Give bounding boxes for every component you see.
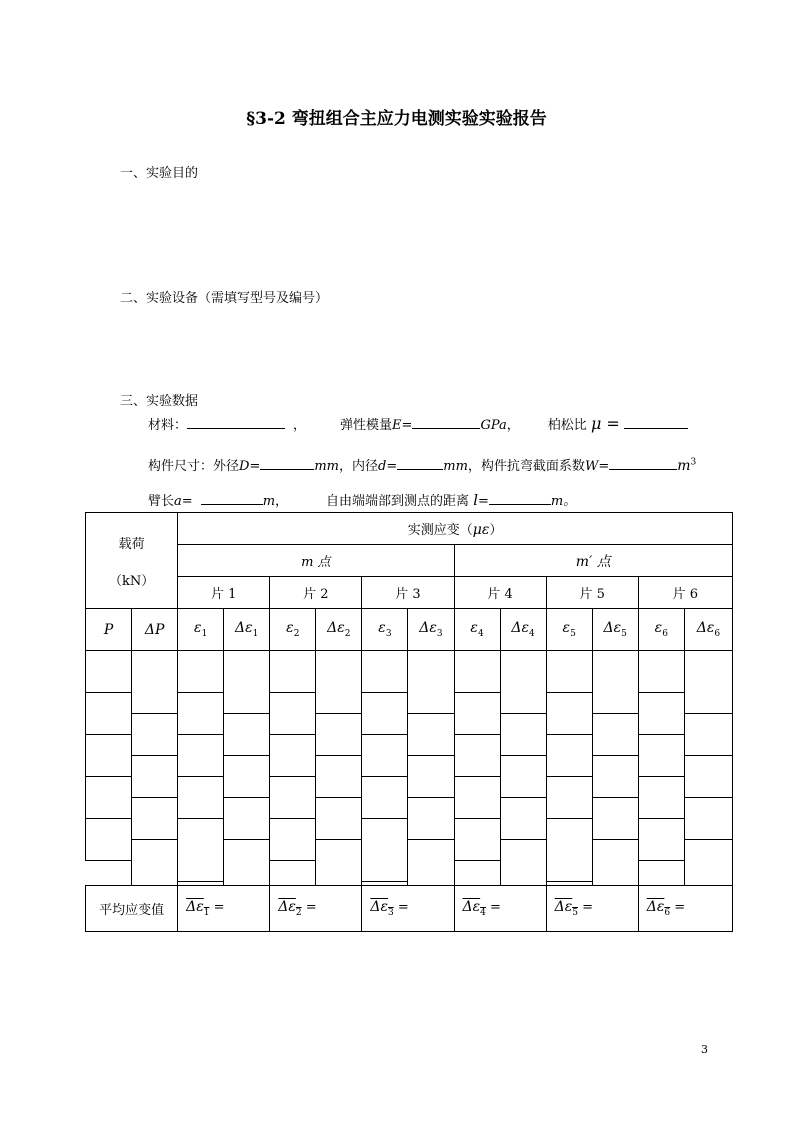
- data-cell[interactable]: [546, 693, 592, 735]
- data-cell[interactable]: [684, 840, 732, 886]
- inner-label: ，内径: [339, 459, 379, 474]
- equals: =: [478, 494, 489, 509]
- data-cell[interactable]: [408, 798, 454, 840]
- deps-3-header: $\Delta\varepsilon_3$: [408, 609, 454, 651]
- point-m-header: m 点: [178, 545, 454, 577]
- D-symbol: D: [239, 459, 250, 474]
- data-cell[interactable]: [684, 798, 732, 840]
- data-cell[interactable]: [684, 756, 732, 798]
- section-data: 三、实验数据: [120, 394, 199, 409]
- data-cell[interactable]: [500, 651, 546, 714]
- strain-data-table: [85, 512, 733, 932]
- E-symbol: E: [392, 418, 402, 433]
- equals: =: [181, 494, 193, 509]
- eps-6-header: $\varepsilon_6$: [638, 609, 684, 651]
- data-cell[interactable]: [86, 819, 132, 861]
- gauge-3-header: 片 3: [362, 577, 454, 609]
- section-modulus-field[interactable]: [609, 455, 677, 470]
- load-unit: （kN）: [108, 573, 155, 589]
- data-cell[interactable]: [362, 693, 408, 735]
- params-line-arm: [148, 490, 576, 509]
- load-label: 载荷: [118, 536, 145, 552]
- data-cell[interactable]: [178, 693, 224, 735]
- modulus-field[interactable]: [412, 414, 480, 429]
- average-strain-6[interactable]: $\Delta\varepsilon_6$ =: [638, 886, 732, 932]
- strain-header-cell: [178, 513, 733, 545]
- m3-exponent: 3: [690, 457, 697, 468]
- data-cell[interactable]: [592, 798, 638, 840]
- comma: ，: [506, 418, 520, 433]
- data-cell[interactable]: [592, 651, 638, 714]
- data-cell[interactable]: [132, 798, 178, 840]
- arm-length-field[interactable]: [201, 490, 263, 505]
- data-cell[interactable]: [454, 819, 500, 861]
- m-end-unit: m。: [550, 494, 577, 509]
- average-strain-3[interactable]: $\Delta\varepsilon_3$ =: [362, 886, 454, 932]
- data-cell[interactable]: [408, 840, 454, 886]
- data-cell[interactable]: [270, 693, 316, 735]
- average-strain-2[interactable]: $\Delta\varepsilon_2$ =: [270, 886, 362, 932]
- data-cell[interactable]: [408, 756, 454, 798]
- d-symbol: d: [378, 459, 387, 474]
- data-cell[interactable]: [592, 714, 638, 756]
- data-cell[interactable]: [546, 651, 592, 693]
- outer-diameter-field[interactable]: [260, 455, 314, 470]
- data-cell[interactable]: [546, 735, 592, 777]
- data-cell[interactable]: [178, 735, 224, 777]
- l-symbol: l: [473, 491, 478, 509]
- data-cell[interactable]: [362, 777, 408, 819]
- eps-4-header: $\varepsilon_4$: [454, 609, 500, 651]
- data-cell[interactable]: [316, 840, 362, 886]
- distance-label: 自由端端部到测点的距离: [326, 494, 470, 509]
- strain-close: ）: [489, 523, 503, 538]
- data-cell[interactable]: [454, 777, 500, 819]
- gauge-2-header: 片 2: [270, 577, 362, 609]
- params-line-dimensions: [148, 455, 696, 474]
- data-cell[interactable]: [224, 714, 270, 756]
- dP-header: ΔP: [132, 609, 178, 651]
- equals: =: [386, 459, 398, 474]
- data-cell[interactable]: [362, 819, 408, 882]
- a-symbol: a: [174, 494, 182, 509]
- P-header: P: [86, 609, 132, 651]
- data-cell[interactable]: [500, 714, 546, 756]
- data-cell[interactable]: [500, 798, 546, 840]
- average-strain-4[interactable]: $\Delta\varepsilon_4$ =: [454, 886, 546, 932]
- data-cell[interactable]: [454, 651, 500, 693]
- data-cell[interactable]: [270, 819, 316, 861]
- data-cell[interactable]: [546, 777, 592, 819]
- strain-header: 实测应变（: [407, 523, 473, 538]
- data-cell[interactable]: [178, 777, 224, 819]
- section-modulus-label: ，构件抗弯截面系数: [467, 459, 585, 474]
- data-cell[interactable]: [178, 819, 224, 882]
- deps-6-header: $\Delta\varepsilon_6$: [684, 609, 732, 651]
- data-cell[interactable]: [500, 840, 546, 886]
- point-m-prime-header: m′ 点: [454, 545, 732, 577]
- eps-1-header: $\varepsilon_1$: [178, 609, 224, 651]
- data-cell[interactable]: [454, 693, 500, 735]
- data-cell[interactable]: [362, 651, 408, 693]
- data-cell[interactable]: [546, 819, 592, 882]
- page-title: §3-2 弯扭组合主应力电测实验实验报告: [246, 109, 547, 129]
- equals: =: [249, 459, 261, 474]
- data-cell[interactable]: [638, 819, 684, 861]
- comma: ，: [275, 494, 289, 509]
- comma: ，: [293, 418, 307, 433]
- average-strain-5[interactable]: $\Delta\varepsilon_5$ =: [546, 886, 638, 932]
- data-cell[interactable]: [316, 756, 362, 798]
- data-cell[interactable]: [224, 840, 270, 886]
- deps-1-header: $\Delta\varepsilon_1$: [224, 609, 270, 651]
- gauge-6-header: 片 6: [638, 577, 732, 609]
- data-cell[interactable]: [86, 693, 132, 735]
- params-line-material: [148, 414, 688, 433]
- data-cell[interactable]: [270, 777, 316, 819]
- data-cell[interactable]: [454, 735, 500, 777]
- data-cell[interactable]: [224, 651, 270, 714]
- data-cell[interactable]: [132, 651, 178, 714]
- data-cell[interactable]: [684, 714, 732, 756]
- arm-label: 臂长: [148, 494, 175, 509]
- data-cell[interactable]: [408, 651, 454, 714]
- strain-unit: με: [472, 522, 490, 538]
- deps-2-header: $\Delta\varepsilon_2$: [316, 609, 362, 651]
- eps-5-header: $\varepsilon_5$: [546, 609, 592, 651]
- data-cell[interactable]: [500, 756, 546, 798]
- average-strain-label: 平均应变值: [86, 886, 178, 932]
- m-unit: m: [262, 494, 276, 509]
- data-cell[interactable]: [592, 840, 638, 886]
- gauge-5-header: 片 5: [546, 577, 638, 609]
- data-cell[interactable]: [316, 714, 362, 756]
- poisson-field[interactable]: [624, 414, 688, 429]
- data-cell[interactable]: [270, 735, 316, 777]
- eps-3-header: $\varepsilon_3$: [362, 609, 408, 651]
- data-cell[interactable]: [638, 651, 684, 693]
- deps-5-header: $\Delta\varepsilon_5$: [592, 609, 638, 651]
- section-purpose: 一、实验目的: [120, 166, 199, 181]
- data-cell[interactable]: [362, 735, 408, 777]
- poisson-label: 柏松比: [547, 418, 587, 433]
- data-cell[interactable]: [316, 798, 362, 840]
- data-cell[interactable]: [270, 651, 316, 693]
- load-header-cell: [86, 513, 178, 609]
- mu-symbol: μ =: [590, 414, 620, 433]
- gauge-1-header: 片 1: [178, 577, 270, 609]
- data-cell[interactable]: [224, 756, 270, 798]
- data-cell[interactable]: [86, 735, 132, 777]
- data-cell[interactable]: [638, 777, 684, 819]
- size-label: 构件尺寸：外径: [148, 459, 240, 474]
- data-cell[interactable]: [638, 693, 684, 735]
- data-cell[interactable]: [592, 756, 638, 798]
- data-cell[interactable]: [86, 777, 132, 819]
- mm-unit: mm: [443, 459, 468, 474]
- gauge-4-header: 片 4: [454, 577, 546, 609]
- data-cell[interactable]: [132, 714, 178, 756]
- average-strain-1[interactable]: $\Delta\varepsilon_1$ =: [178, 886, 270, 932]
- data-cell[interactable]: [132, 756, 178, 798]
- data-cell[interactable]: [408, 714, 454, 756]
- data-cell[interactable]: [178, 651, 224, 693]
- inner-diameter-field[interactable]: [397, 455, 443, 470]
- section-equipment: 二、实验设备（需填写型号及编号）: [120, 291, 329, 306]
- equals: =: [401, 418, 413, 433]
- material-label: 材料：: [148, 418, 188, 433]
- W-symbol: W: [584, 459, 599, 474]
- data-cell[interactable]: [86, 651, 132, 693]
- distance-field[interactable]: [489, 490, 551, 505]
- data-cell[interactable]: [316, 651, 362, 714]
- data-cell[interactable]: [684, 651, 732, 714]
- data-cell[interactable]: [638, 735, 684, 777]
- deps-4-header: $\Delta\varepsilon_4$: [500, 609, 546, 651]
- data-cell[interactable]: [132, 840, 178, 886]
- mm-unit: mm: [314, 459, 340, 474]
- m3-unit: m: [677, 458, 691, 474]
- equals: =: [598, 459, 610, 474]
- data-cell[interactable]: [224, 798, 270, 840]
- modulus-label: 弹性模量: [340, 418, 393, 433]
- page-number: 3: [701, 1043, 708, 1056]
- gpa-unit: GPa: [480, 418, 507, 433]
- eps-2-header: $\varepsilon_2$: [270, 609, 316, 651]
- material-field[interactable]: [187, 414, 285, 429]
